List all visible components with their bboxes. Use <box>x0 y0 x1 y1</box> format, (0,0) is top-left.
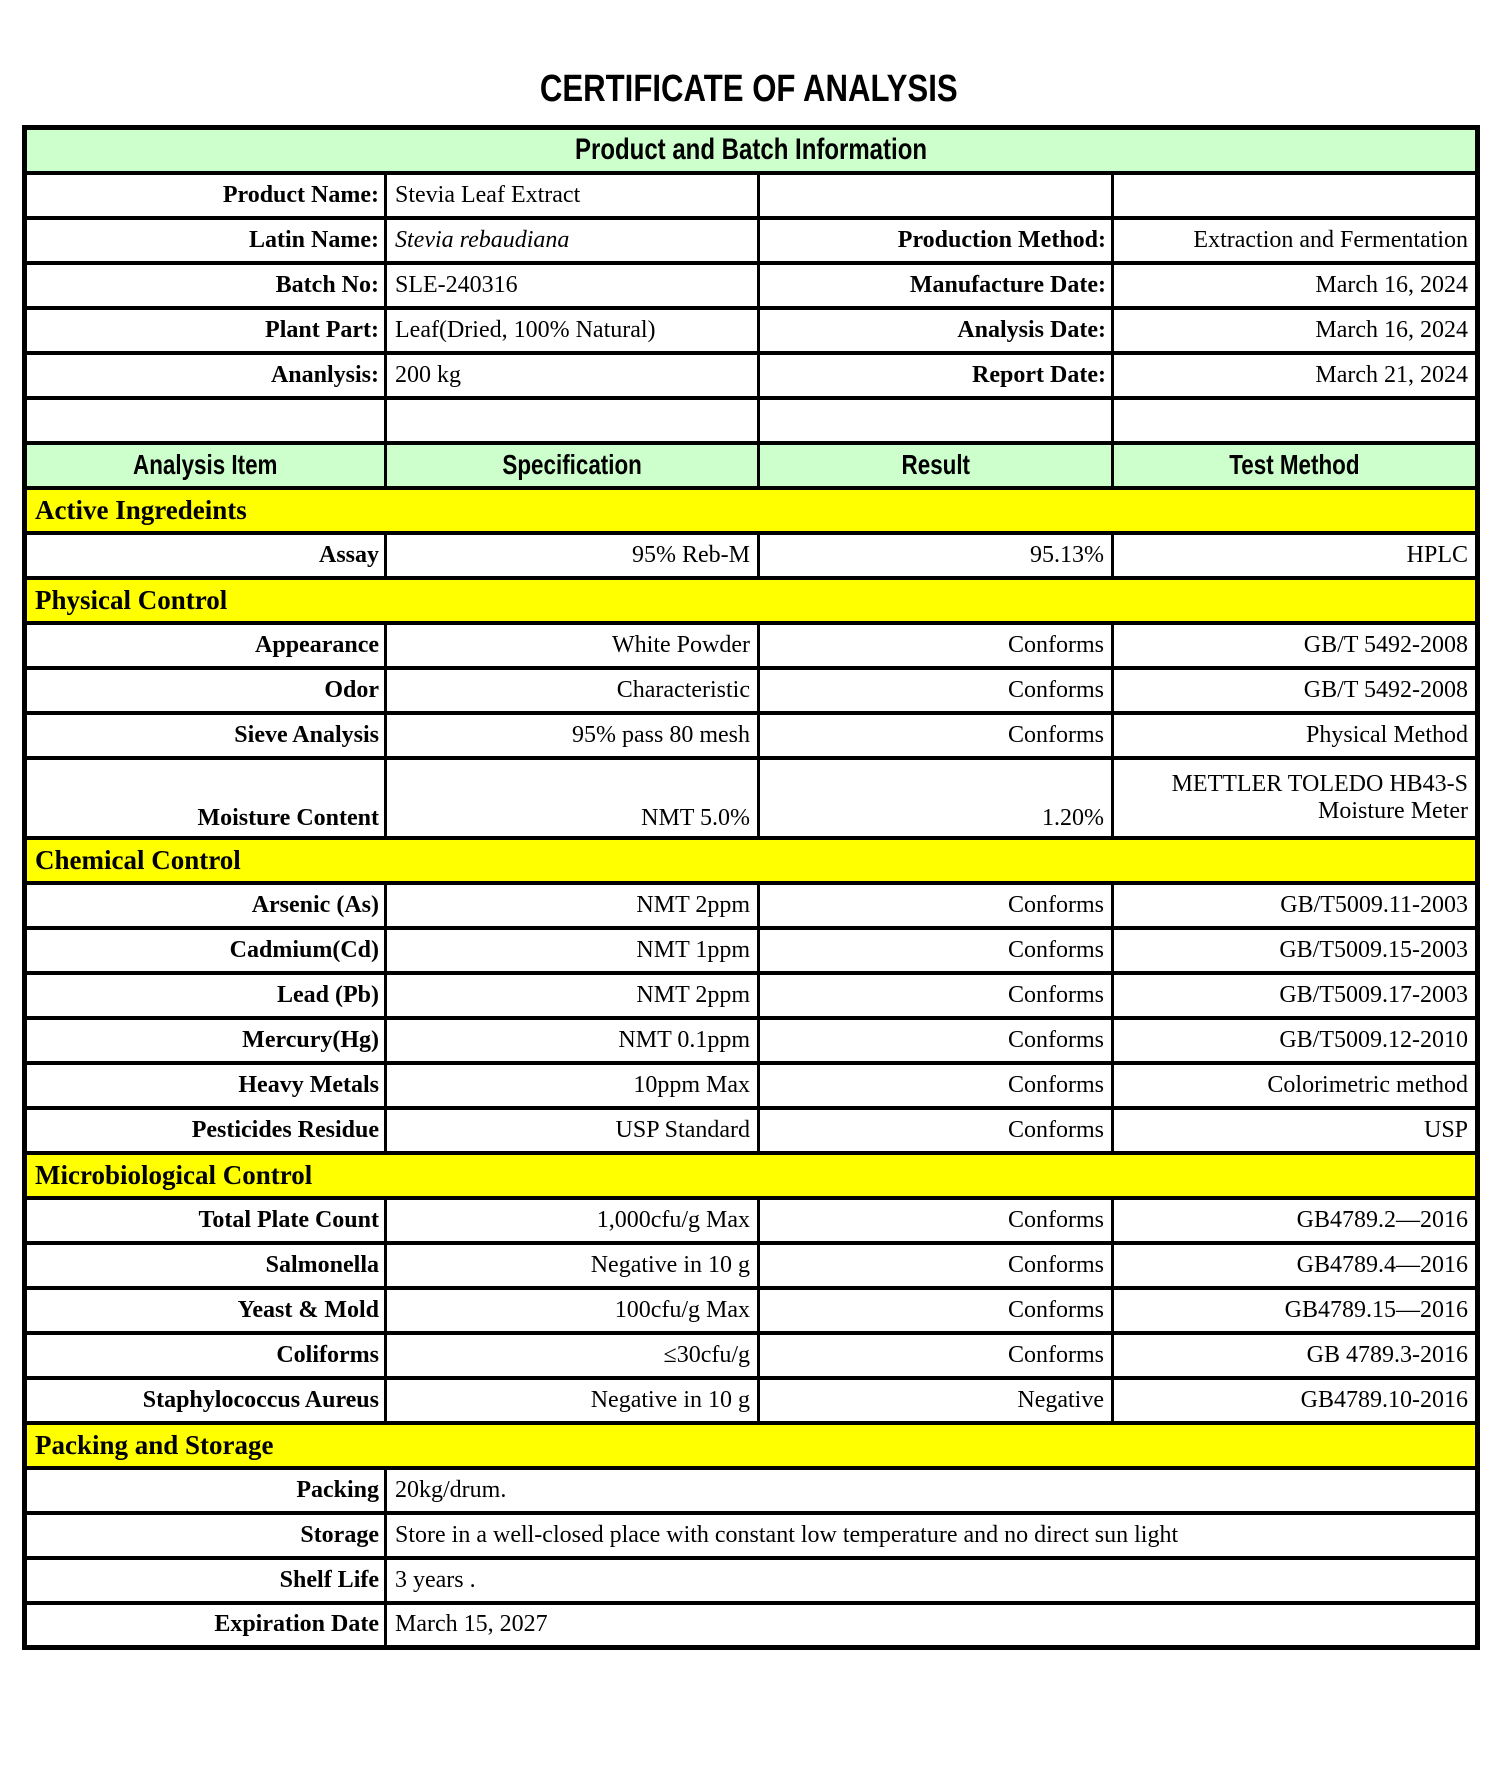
moisture-item: Moisture Content <box>25 758 386 838</box>
manufacture-date-value: March 16, 2024 <box>1113 263 1478 308</box>
section-title: Packing and Storage <box>25 1423 1478 1468</box>
staph-item: Staphylococcus Aureus <box>25 1378 386 1423</box>
coliforms-result: Conforms <box>759 1333 1113 1378</box>
section-title: Active Ingredeints <box>25 488 1478 533</box>
plant-part-value: Leaf(Dried, 100% Natural) <box>386 308 759 353</box>
section-title: Chemical Control <box>25 838 1478 883</box>
product-name-row <box>25 173 1478 218</box>
empty-cell <box>1113 398 1478 443</box>
ananlysis-label: Ananlysis: <box>25 353 386 398</box>
analysis-item-header <box>25 443 386 488</box>
row-staphylococcus <box>25 1378 1478 1423</box>
analysis-header-row <box>25 443 1478 488</box>
section-microbiological-control <box>25 1153 1478 1198</box>
assay-spec: 95% Reb-M <box>386 533 759 578</box>
pesticides-method: USP <box>1113 1108 1478 1153</box>
arsenic-method: GB/T5009.11-2003 <box>1113 883 1478 928</box>
analysis-item-header-label: Analysis Item <box>133 448 278 480</box>
shelf-life-value: 3 years . <box>386 1558 1478 1603</box>
section-packing-storage <box>25 1423 1478 1468</box>
ananlysis-row <box>25 353 1478 398</box>
expiration-date-label: Expiration Date <box>25 1603 386 1648</box>
plant-part-row <box>25 308 1478 353</box>
cadmium-spec: NMT 1ppm <box>386 928 759 973</box>
product-name-label: Product Name: <box>25 173 386 218</box>
coliforms-spec: ≤30cfu/g <box>386 1333 759 1378</box>
spacer-row <box>25 398 1478 443</box>
row-heavy-metals <box>25 1063 1478 1108</box>
mercury-item: Mercury(Hg) <box>25 1018 386 1063</box>
salmonella-method: GB4789.4—2016 <box>1113 1243 1478 1288</box>
row-odor <box>25 668 1478 713</box>
row-pesticides <box>25 1108 1478 1153</box>
yeast-mold-spec: 100cfu/g Max <box>386 1288 759 1333</box>
storage-label: Storage <box>25 1513 386 1558</box>
row-total-plate-count <box>25 1198 1478 1243</box>
title-bar <box>22 68 1475 111</box>
mercury-result: Conforms <box>759 1018 1113 1063</box>
row-salmonella <box>25 1243 1478 1288</box>
assay-method: HPLC <box>1113 533 1478 578</box>
test-method-header-label: Test Method <box>1229 448 1360 480</box>
certificate-table <box>22 125 1480 1650</box>
coliforms-method: GB 4789.3-2016 <box>1113 1333 1478 1378</box>
sieve-spec: 95% pass 80 mesh <box>386 713 759 758</box>
odor-item: Odor <box>25 668 386 713</box>
assay-result: 95.13% <box>759 533 1113 578</box>
lead-method: GB/T5009.17-2003 <box>1113 973 1478 1018</box>
report-date-label: Report Date: <box>759 353 1113 398</box>
salmonella-item: Salmonella <box>25 1243 386 1288</box>
appearance-item: Appearance <box>25 623 386 668</box>
production-method-label: Production Method: <box>759 218 1113 263</box>
section-chemical-control <box>25 838 1478 883</box>
moisture-result: 1.20% <box>759 758 1113 838</box>
section-active-ingredients <box>25 488 1478 533</box>
cadmium-result: Conforms <box>759 928 1113 973</box>
row-assay <box>25 533 1478 578</box>
row-moisture-content <box>25 758 1478 838</box>
lead-spec: NMT 2ppm <box>386 973 759 1018</box>
yeast-mold-result: Conforms <box>759 1288 1113 1333</box>
product-batch-header <box>25 128 1478 173</box>
section-title: Microbiological Control <box>25 1153 1478 1198</box>
heavy-metals-item: Heavy Metals <box>25 1063 386 1108</box>
tpc-method: GB4789.2—2016 <box>1113 1198 1478 1243</box>
row-arsenic <box>25 883 1478 928</box>
row-packing <box>25 1468 1478 1513</box>
arsenic-spec: NMT 2ppm <box>386 883 759 928</box>
empty-cell <box>759 173 1113 218</box>
row-shelf-life <box>25 1558 1478 1603</box>
row-cadmium <box>25 928 1478 973</box>
sieve-method: Physical Method <box>1113 713 1478 758</box>
batch-no-row <box>25 263 1478 308</box>
row-lead <box>25 973 1478 1018</box>
latin-name-row <box>25 218 1478 263</box>
test-method-header <box>1113 443 1478 488</box>
packing-value: 20kg/drum. <box>386 1468 1478 1513</box>
latin-name-value: Stevia rebaudiana <box>386 218 759 263</box>
product-batch-header-label: Product and Batch Information <box>575 133 928 167</box>
expiration-date-value: March 15, 2027 <box>386 1603 1478 1648</box>
yeast-mold-item: Yeast & Mold <box>25 1288 386 1333</box>
mercury-spec: NMT 0.1ppm <box>386 1018 759 1063</box>
section-physical-control <box>25 578 1478 623</box>
empty-cell <box>759 398 1113 443</box>
batch-no-label: Batch No: <box>25 263 386 308</box>
specification-header-label: Specification <box>502 448 642 480</box>
analysis-date-label: Analysis Date: <box>759 308 1113 353</box>
heavy-metals-method: Colorimetric method <box>1113 1063 1478 1108</box>
appearance-spec: White Powder <box>386 623 759 668</box>
pesticides-item: Pesticides Residue <box>25 1108 386 1153</box>
row-appearance <box>25 623 1478 668</box>
row-expiration-date <box>25 1603 1478 1648</box>
salmonella-spec: Negative in 10 g <box>386 1243 759 1288</box>
plant-part-label: Plant Part: <box>25 308 386 353</box>
empty-cell <box>1113 173 1478 218</box>
pesticides-spec: USP Standard <box>386 1108 759 1153</box>
row-storage <box>25 1513 1478 1558</box>
product-name-value: Stevia Leaf Extract <box>386 173 759 218</box>
staph-method: GB4789.10-2016 <box>1113 1378 1478 1423</box>
odor-result: Conforms <box>759 668 1113 713</box>
arsenic-result: Conforms <box>759 883 1113 928</box>
manufacture-date-label: Manufacture Date: <box>759 263 1113 308</box>
moisture-method: METTLER TOLEDO HB43-S Moisture Meter <box>1113 758 1478 838</box>
yeast-mold-method: GB4789.15—2016 <box>1113 1288 1478 1333</box>
salmonella-result: Conforms <box>759 1243 1113 1288</box>
tpc-spec: 1,000cfu/g Max <box>386 1198 759 1243</box>
production-method-value: Extraction and Fermentation <box>1113 218 1478 263</box>
packing-label: Packing <box>25 1468 386 1513</box>
pesticides-result: Conforms <box>759 1108 1113 1153</box>
cadmium-item: Cadmium(Cd) <box>25 928 386 973</box>
appearance-result: Conforms <box>759 623 1113 668</box>
lead-item: Lead (Pb) <box>25 973 386 1018</box>
batch-no-value: SLE-240316 <box>386 263 759 308</box>
latin-name-label: Latin Name: <box>25 218 386 263</box>
odor-spec: Characteristic <box>386 668 759 713</box>
section-title: Physical Control <box>25 578 1478 623</box>
empty-cell <box>25 398 386 443</box>
ananlysis-value: 200 kg <box>386 353 759 398</box>
cadmium-method: GB/T5009.15-2003 <box>1113 928 1478 973</box>
mercury-method: GB/T5009.12-2010 <box>1113 1018 1478 1063</box>
sieve-item: Sieve Analysis <box>25 713 386 758</box>
row-yeast-mold <box>25 1288 1478 1333</box>
result-header <box>759 443 1113 488</box>
heavy-metals-result: Conforms <box>759 1063 1113 1108</box>
specification-header <box>386 443 759 488</box>
lead-result: Conforms <box>759 973 1113 1018</box>
row-coliforms <box>25 1333 1478 1378</box>
storage-value: Store in a well-closed place with constant low temperature and no direct sun light <box>386 1513 1478 1558</box>
tpc-item: Total Plate Count <box>25 1198 386 1243</box>
tpc-result: Conforms <box>759 1198 1113 1243</box>
staph-spec: Negative in 10 g <box>386 1378 759 1423</box>
heavy-metals-spec: 10ppm Max <box>386 1063 759 1108</box>
appearance-method: GB/T 5492-2008 <box>1113 623 1478 668</box>
empty-cell <box>386 398 759 443</box>
odor-method: GB/T 5492-2008 <box>1113 668 1478 713</box>
page-title: CERTIFICATE OF ANALYSIS <box>539 68 958 110</box>
assay-item: Assay <box>25 533 386 578</box>
coliforms-item: Coliforms <box>25 1333 386 1378</box>
row-sieve-analysis <box>25 713 1478 758</box>
report-date-value: March 21, 2024 <box>1113 353 1478 398</box>
staph-result: Negative <box>759 1378 1113 1423</box>
sieve-result: Conforms <box>759 713 1113 758</box>
product-batch-header-row <box>25 128 1478 173</box>
arsenic-item: Arsenic (As) <box>25 883 386 928</box>
shelf-life-label: Shelf Life <box>25 1558 386 1603</box>
row-mercury <box>25 1018 1478 1063</box>
result-header-label: Result <box>901 448 970 480</box>
analysis-date-value: March 16, 2024 <box>1113 308 1478 353</box>
moisture-spec: NMT 5.0% <box>386 758 759 838</box>
